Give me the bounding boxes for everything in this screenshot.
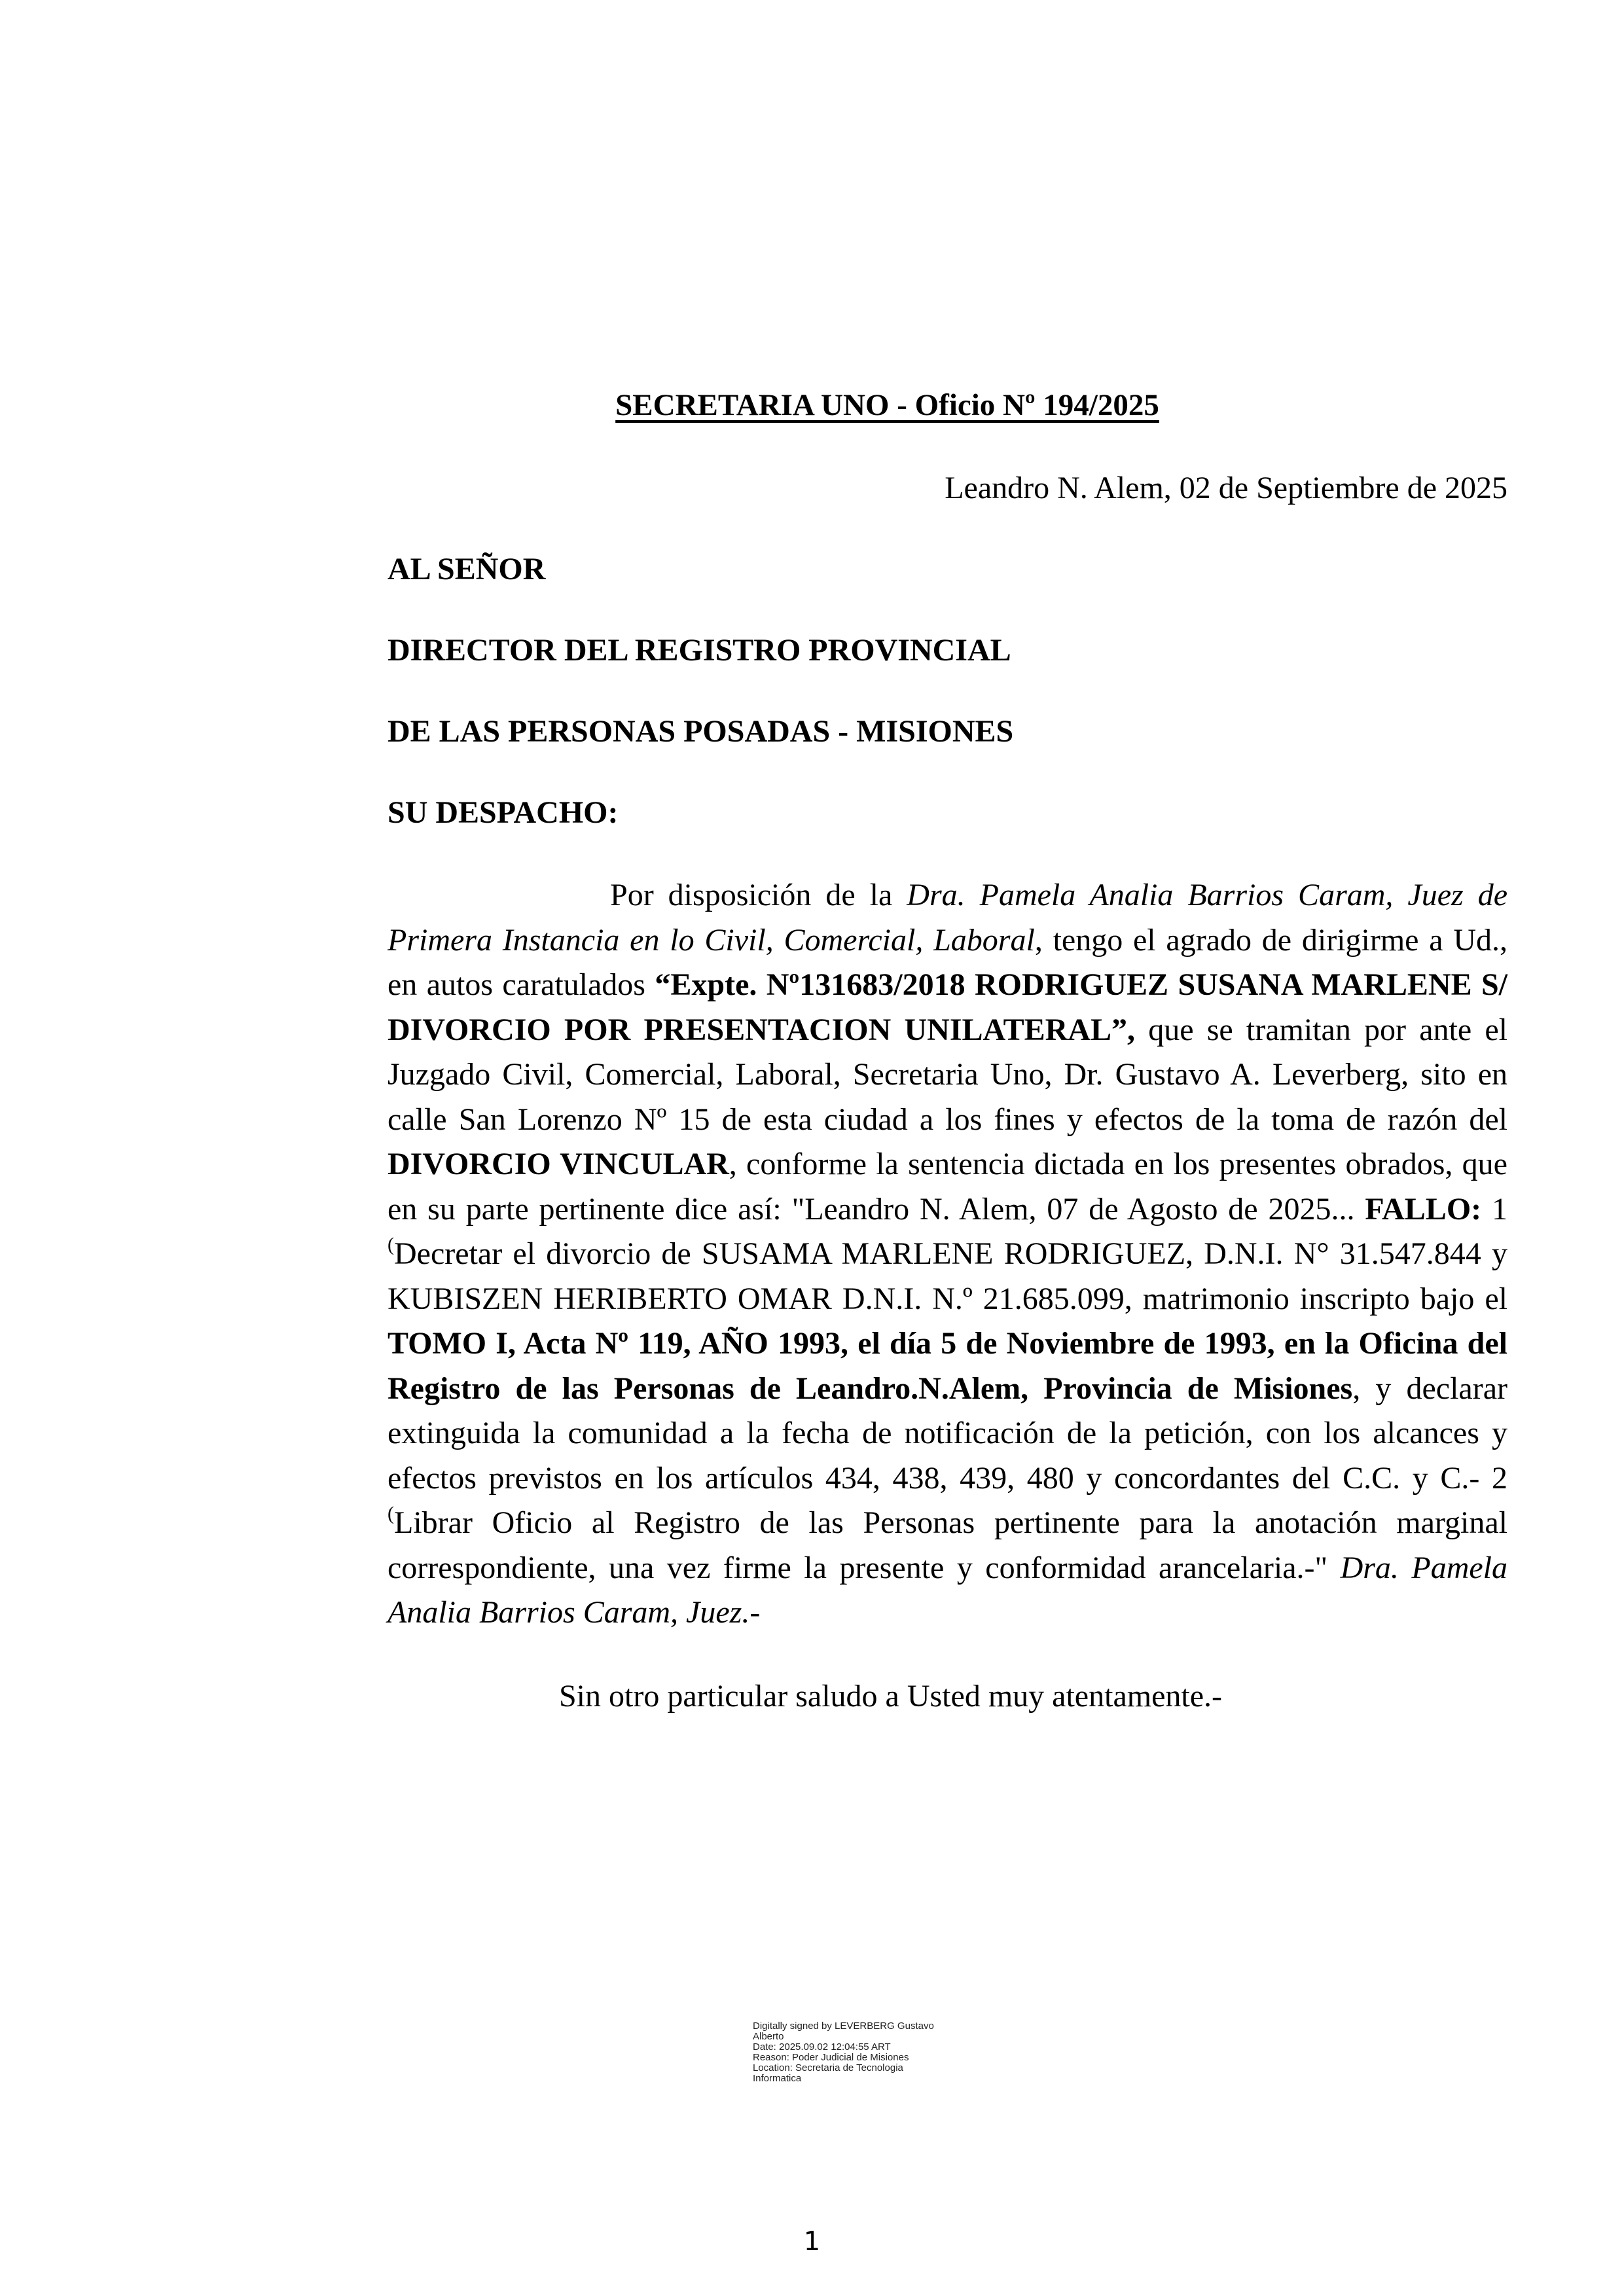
document-title bbox=[0, 387, 1624, 423]
body-text-1: Por disposición de la bbox=[610, 878, 907, 912]
signature-line-5: Location: Secretaria de Tecnologia bbox=[753, 2062, 903, 2073]
body-text-8: Librar Oficio al Registro de las Personas pertinente para la anotación marginal correspondiente, una vez firme la presente y conformidad arancelaria.-" bbox=[388, 1505, 1507, 1585]
signature-line-3: Date: 2025.09.02 12:04:55 ART bbox=[753, 2041, 891, 2053]
body-text-4: , conforme la sentencia dictada en los presentes obrados, que en su parte pertinente dice así: "Leandro N. Alem, 07 de Agosto de 2025... bbox=[388, 1147, 1507, 1227]
judge-signature-text: Dra. Pamela Analia Barrios Caram, Juez.- bbox=[388, 1550, 1508, 1630]
body-text-5: 1 bbox=[1481, 1191, 1508, 1227]
paren-mark-2: ( bbox=[388, 1503, 394, 1524]
closing-line: Sin otro particular saludo a Usted muy atentamente.- bbox=[558, 1679, 1223, 1713]
document-title-text: SECRETARIA UNO - Oficio Nº 194/2025 bbox=[615, 388, 1159, 422]
signature-line-4: Reason: Poder Judicial de Misiones bbox=[753, 2052, 909, 2063]
addressee-line-4: SU DESPACHO: bbox=[388, 795, 619, 830]
body-text-3: que se tramitan por ante el Juzgado Civil, Comercial, Laboral, Secretaria Uno, Dr. Gustavo A. Leverberg, sito en calle San Lorenzo Nº 15 de esta ciudad a los fines y efectos de la toma de razón del bbox=[388, 1012, 1508, 1137]
page-number: 1 bbox=[803, 2227, 821, 2257]
signature-line-1: Digitally signed by LEVERBERG Gustavo bbox=[753, 2020, 934, 2032]
date-line: Leandro N. Alem, 02 de Septiembre de 2025 bbox=[945, 471, 1507, 505]
signature-line-6: Informatica bbox=[753, 2073, 802, 2084]
addressee-line-3: DE LAS PERSONAS POSADAS - MISIONES bbox=[388, 714, 1014, 749]
addressee-line-2: DIRECTOR DEL REGISTRO PROVINCIAL bbox=[388, 633, 1011, 668]
fallo-label: FALLO: bbox=[1365, 1191, 1482, 1227]
case-title: “Expte. Nº131683/2018 RODRIGUEZ SUSANA MARLENE S/ DIVORCIO POR PRESENTACION UNILATERAL”, bbox=[388, 967, 1508, 1047]
paren-mark-1: ( bbox=[388, 1234, 394, 1255]
body-text-6: Decretar el divorcio de SUSAMA MARLENE RODRIGUEZ, D.N.I. N° 31.547.844 y KUBISZEN HERIBERTO OMAR D.N.I. N.º 21.685.099, matrimonio inscripto bajo el bbox=[388, 1236, 1507, 1316]
signature-line-2: Alberto bbox=[753, 2031, 784, 2042]
body-text-7: , y declarar extinguida la comunidad a la fecha de notificación de la petición, con los alcances y efectos previstos en los artículos 434, 438, 439, 480 y concordantes del C.C. y C.- 2 bbox=[388, 1371, 1507, 1496]
digital-signature-block bbox=[753, 2021, 969, 2084]
judge-intro: Dra. Pamela Analia Barrios Caram, Juez de Primera Instancia en lo Civil, Comercial, Laboral bbox=[388, 878, 1507, 958]
registry-details: TOMO I, Acta Nº 119, AÑO 1993, el día 5 de Noviembre de 1993, en la Oficina del Registro de las Personas de Leandro.N.Alem, Provincia de Misiones bbox=[388, 1326, 1507, 1406]
divorce-label: DIVORCIO VINCULAR bbox=[388, 1147, 729, 1181]
body-paragraph bbox=[388, 873, 1507, 1636]
addressee-line-1: AL SEÑOR bbox=[388, 552, 546, 586]
body-text-2: , tengo el agrado de dirigirme a Ud., en autos caratulados bbox=[388, 922, 1507, 1002]
